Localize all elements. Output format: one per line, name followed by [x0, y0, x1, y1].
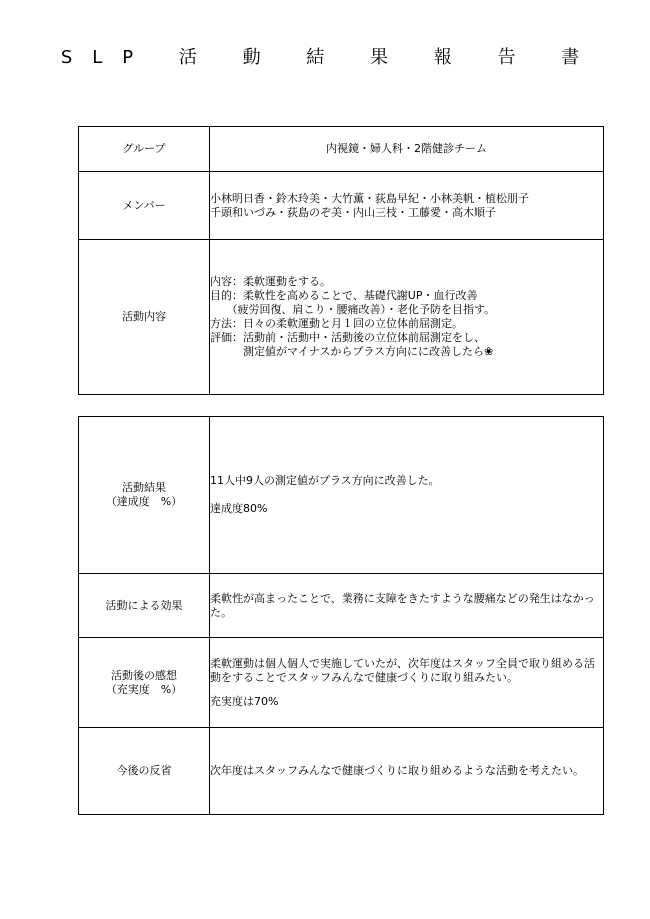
impression-label-main: 活動後の感想	[111, 668, 177, 682]
effect-row	[79, 574, 604, 638]
activity-line: （疲労回復、肩こり・腰痛改善）・老化予防を目指す。	[210, 303, 496, 316]
result-achievement: 達成度80%	[210, 502, 268, 515]
members-line: 千頭和いづみ・荻島のぞ美・内山三枝・工藤愛・高木順子	[210, 205, 496, 219]
members-row	[79, 172, 604, 240]
impression-value	[210, 638, 604, 728]
activity-line: 目的：柔軟性を高めることで、基礎代謝UP・血行改善	[210, 289, 478, 302]
activity-line: 方法：日々の柔軟運動と月１回の立位体前屈測定。	[210, 317, 463, 330]
results-table	[78, 416, 604, 815]
result-row	[79, 417, 604, 574]
result-label	[79, 417, 210, 574]
impression-label-sub: （充実度 %）	[105, 682, 183, 696]
group-row	[79, 127, 604, 172]
impression-label	[79, 638, 210, 728]
reflection-text: 次年度はスタッフみんなで健康づくりに取り組めるような活動を考えたい。	[210, 728, 604, 815]
activity-label: 活動内容	[79, 240, 210, 395]
activity-line: 測定値がマイナスからプラス方向にに改善したら❀	[210, 345, 494, 358]
impression-satisfaction: 充実度は70%	[210, 694, 279, 708]
result-value	[210, 417, 604, 574]
result-label-main: 活動結果	[122, 481, 166, 494]
effect-label: 活動による効果	[79, 574, 210, 638]
activity-row	[79, 240, 604, 395]
members-label: メンバー	[79, 172, 210, 240]
group-value: 内視鏡・婦人科・2階健診チーム	[210, 127, 604, 172]
result-label-sub: （達成度 %）	[105, 495, 183, 508]
effect-text: 柔軟性が高まったことで、業務に支障をきたすような腰痛などの発生はなかった。	[210, 574, 604, 638]
reflection-row	[79, 728, 604, 815]
members-line: 小林明日香・鈴木玲美・大竹薫・荻島早紀・小林美帆・植松朋子	[210, 191, 529, 205]
result-text: 11人中9人の測定値がプラス方向に改善した。	[210, 474, 440, 487]
impression-row	[79, 638, 604, 728]
activity-line: 内容：柔軟運動をする。	[210, 275, 331, 288]
overview-table	[78, 126, 604, 395]
members-value	[210, 172, 604, 240]
impression-text: 柔軟運動は個人個人で実施していたが、次年度はスタッフ全員で取り組める活動をすることでスタッフみんなで健康づくりに取り組みたい。	[210, 656, 595, 684]
group-label: グループ	[79, 127, 210, 172]
page-title: SLP 活 動 結 果 報 告 書	[60, 47, 600, 68]
reflection-label: 今後の反省	[79, 728, 210, 815]
activity-line: 評価：活動前・活動中・活動後の立位体前屈測定をし、	[210, 331, 485, 344]
activity-value	[210, 240, 604, 395]
